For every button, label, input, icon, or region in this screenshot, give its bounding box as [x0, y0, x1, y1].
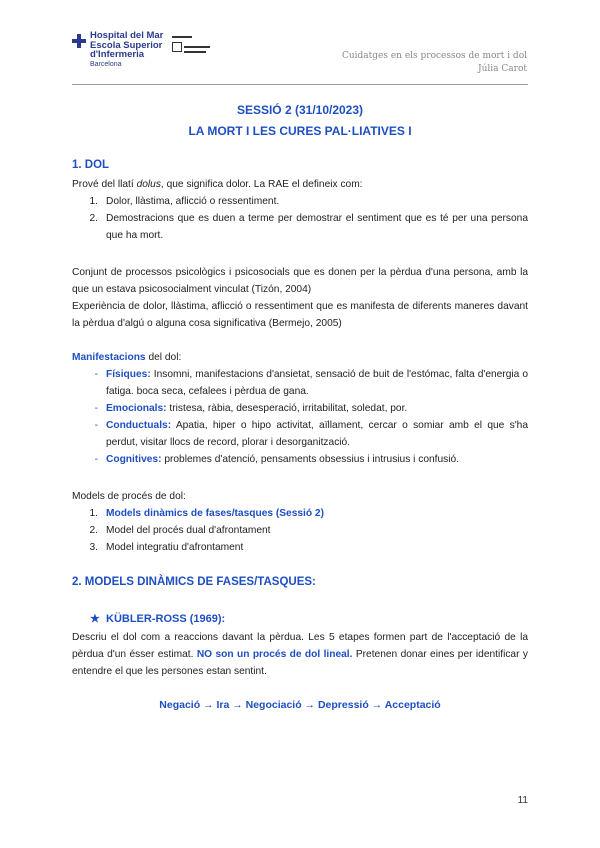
kubler-ross-paragraph: Descriu el dol com a reaccions davant la pèrdua. Les 5 etapes formen part de l'acceptació de la pèrdua d'un ésser estimat. NO son un procés de dol lineal. Pretenen donar eines per identificar y entendre el que les persones estan sentint.: [72, 632, 528, 677]
list-item: 3. Model integratiu d'afrontament: [89, 542, 244, 553]
page-number: 11: [517, 795, 528, 806]
partner-logo-icon: [172, 33, 210, 55]
paragraph-tizon: Conjunt de processos psicològics i psicosocials que es donen per la pèrdua d'una persona, amb la que un estava psicosocialment vinculat (Tizón, 2004): [72, 267, 528, 295]
session-title: SESSIÓ 2 (31/10/2023): [236, 103, 364, 117]
course-title: Cuidatges en els processos de mort i dol: [341, 51, 527, 61]
list-item: 1. Models dinàmics de fases/tasques (Sessió 2): [89, 508, 324, 519]
models-list: [72, 505, 528, 556]
list-item: - Físiques: Insomni, manifestacions d'ansietat, sensació de buit de l'estómac, falta d'energia o fatiga. boca seca, cefalees i pèrdua de gana.: [94, 369, 528, 397]
list-item: - Emocionals: tristesa, ràbia, desesperació, irritabilitat, soledat, por.: [94, 403, 408, 414]
grief-stages-flow: Negació → Ira → Negociació → Depressió → Acceptació: [159, 699, 441, 711]
paragraph-bermejo: Experiència de dolor, llàstima, aflicció o ressentiment que es manifesta de diferents maneres davant la pèrdua d'algú o alguna cosa significativa (Bermejo, 2005): [72, 301, 528, 329]
author-name: Júlia Carot: [478, 64, 527, 74]
page-header: [342, 50, 527, 76]
manifestations-intro: Manifestacions del dol:: [72, 352, 182, 363]
star-icon: ★: [90, 613, 100, 625]
list-item: 2. Demostracions que es duen a terme per demostrar el sentiment que es té per una persona que ha mort.: [89, 213, 528, 241]
models-intro: Models de procés de dol:: [72, 491, 186, 502]
manifestations-list: [72, 366, 528, 468]
list-item: - Conductuals: Apatia, hiper o hipo activitat, aïllament, cercar o somiar amb el que s'ha perdut, visitar llocs de record, plorar i desorganització.: [94, 420, 528, 448]
list-item: 1. Dolor, llàstima, aflicció o ressentiment.: [89, 196, 280, 207]
definition-list: [72, 193, 528, 244]
logo-text: Hospital del Mar Escola Superior d'Infermeria Barcelona: [90, 30, 164, 68]
intro-paragraph: Prové del llatí dolus, que significa dolor. La RAE el defineix com:: [72, 179, 363, 190]
header-divider: [72, 84, 528, 85]
hospital-cross-icon: [72, 34, 86, 48]
list-item: - Cognitives: problemes d'atenció, pensaments obsessius i intrusius i confusió.: [94, 454, 460, 465]
list-item: 2. Model del procés dual d'afrontament: [89, 525, 271, 536]
topic-title: LA MORT I LES CURES PAL·LIATIVES I: [188, 124, 412, 138]
section-heading-dol: 1. DOL: [72, 159, 110, 171]
section-heading-models: 2. MODELS DINÀMICS DE FASES/TASQUES:: [72, 576, 316, 588]
kubler-ross-heading: ★ KÜBLER-ROSS (1969):: [90, 613, 226, 625]
school-logo: [72, 31, 232, 71]
